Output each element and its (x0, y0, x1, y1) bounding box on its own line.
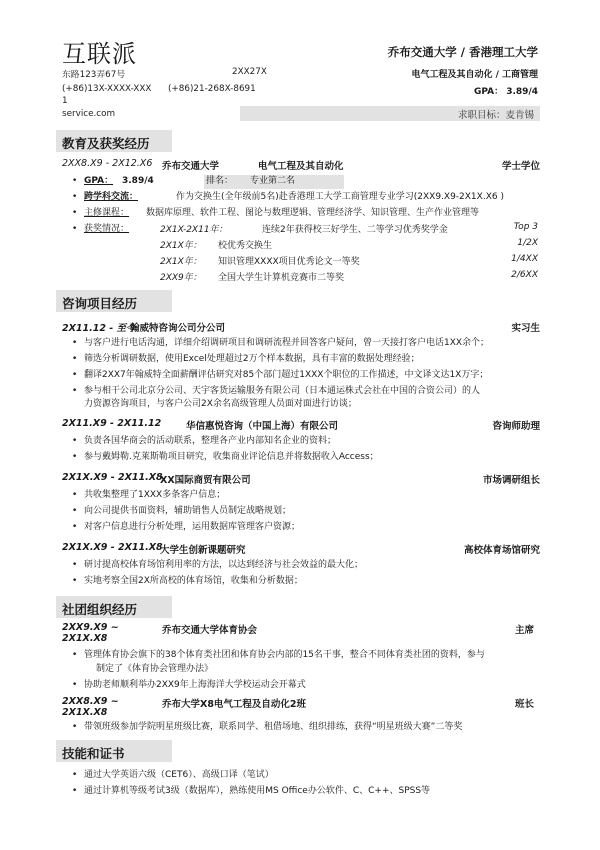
list-item: • 协助老师顺利举办2XX9年上海海洋大学校运动会开幕式 (84, 678, 540, 693)
courses-label: 主修课程： (84, 208, 130, 218)
gpa-label: GPA： (84, 176, 114, 186)
award-text: 知识管理XXXX项目优秀论文一等奖 (218, 257, 360, 267)
entry-org: 大学生创新课题研究 (160, 545, 246, 556)
award-text: 校优秀交换生 (218, 241, 273, 251)
consulting-entry (62, 418, 540, 432)
list-item: • 与客户进行电话沟通，详细介绍调研项目和调研流程并回答客户疑问，曾一天接打客户电话1XX余个； (84, 336, 540, 351)
club-entry (62, 622, 540, 636)
entry-date-start: 2XX9.X9 ~ (62, 622, 119, 633)
entry-date: 2X1X.X9 - 2X11.X8 (62, 472, 163, 483)
email[interactable]: service.com (62, 109, 116, 119)
rank-label: 排名： (206, 176, 234, 186)
objective-bar (240, 106, 540, 121)
phone-mobile: (+86)13X-XXXX-XXX (62, 84, 152, 94)
entry-org: 翰威特咨询公司分公司 (130, 323, 226, 334)
education-entry (62, 158, 540, 172)
list-item: • 向公司提供书面资料，辅助销售人员制定战略规划； (84, 504, 540, 519)
award-rank: Top 3 (513, 222, 538, 232)
exchange-row (84, 190, 540, 205)
list-item: • 参与相干公司北京分公司、天宇客货运输服务有限公司（日本通运株式会社在中国的合资公司）的人 (84, 384, 540, 399)
entry-role: 高校体育场馆研究 (463, 545, 540, 556)
phone-landline-tail: 1 (62, 96, 68, 106)
entry-date-end: 2X1X.X8 (62, 707, 108, 718)
phone-landline: (+86)21-268X-8691 (168, 84, 256, 94)
list-item: • 共收集整理了1XXX多条客户信息； (84, 488, 540, 503)
section-consulting (56, 290, 172, 312)
list-item: • 翻译2XX7年翰威特全面薪酬评估研究对85个部门超过1XXX个职位的工作描述，中文译文达1X万字； (84, 368, 540, 383)
entry-org: 乔布交通大学体育协会 (162, 625, 258, 636)
section-clubs (56, 596, 172, 618)
consulting-entry (62, 472, 540, 486)
club-entry (62, 696, 540, 710)
rank-value: 专业第二名 (250, 176, 296, 186)
exchange-label: 跨学科交流： (84, 192, 139, 202)
entry-role: 市场调研组长 (482, 475, 540, 486)
education-degree: 学士学位 (501, 161, 540, 172)
gpa-row (84, 174, 540, 189)
entry-org: 华信惠悦咨询（中国上海）有限公司 (186, 421, 339, 432)
list-item: • 实地考察全国2X所高校的体育场馆，收集和分析数据； (84, 574, 540, 589)
section-education (56, 130, 172, 152)
consulting-entry (62, 542, 540, 556)
entry-org: 乔布大学X8电气工程及自动化2班 (162, 699, 307, 710)
list-item: • 通过计算机等级考试3级（数据库），熟练使用MS Office办公软件、C、C++、SPSS等 (84, 784, 540, 799)
entry-date: 2X1X.X9 - 2X11.X8 (62, 542, 163, 553)
award-date: 2XX9年： (160, 273, 202, 283)
entry-role: 实习生 (511, 323, 540, 334)
award-rank: 2/6XX (511, 270, 538, 280)
exchange-text: 作为交换生(全年级前5名)赴香港理工大学工商管理专业学习(2XX9.X9-2X1X.X6 ) (176, 192, 504, 202)
entry-date: 2X11.12 - 至今 (62, 323, 136, 334)
list-item: • 管理体育协会旗下的38个体育类社团和体育协会内部的15名干事，整合不同体育类社团的资料，参与 (84, 648, 540, 663)
entry-date-end: 2X1X.X8 (62, 633, 108, 644)
list-item-continuation: 力资源咨询项目，与客户公司2X余名高级管理人员面对面进行访谈； (84, 399, 357, 409)
entry-role: 咨询师助理 (492, 421, 540, 432)
entry-org: XX国际商贸有限公司 (160, 475, 251, 486)
list-item: • 对客户信息进行分析处理，运用数据库管理客户资源； (84, 520, 540, 535)
consulting-entry (62, 320, 540, 334)
courses-row (84, 206, 540, 221)
section-skills (56, 740, 172, 762)
award-date: 2X1X年： (160, 257, 202, 267)
address: 东路123弄67号 (62, 70, 126, 80)
section-skills-title: 技能和证书 (62, 746, 125, 761)
postcode: 2XX27X (232, 67, 267, 77)
list-item: • 带领班级参加学院明星班级比赛，联系同学、租借场地、组织排练，获得“明星班级大赛”二等奖 (84, 720, 540, 735)
list-item-continuation: 制定了《体育协会管理办法》 (96, 664, 214, 674)
section-consulting-title: 咨询项目经历 (62, 296, 138, 311)
header-gpa-line: GPA： 3.89/4 (473, 87, 538, 97)
award-text: 全国大学生计算机竞赛市二等奖 (218, 273, 345, 283)
objective: 求职目标：麦肯锡 (457, 110, 534, 121)
award-date: 2X1X-2X11年： (160, 225, 228, 235)
header-major-line: 电气工程及其自动化 / 工商管理 (411, 70, 538, 80)
award-rank: 1/4XX (511, 254, 538, 264)
education-major: 电气工程及其自动化 (258, 161, 344, 172)
awards-label: 获奖情况： (84, 224, 130, 234)
list-item: • 通过大学英语六级（CET6）、高级口译（笔试） (84, 768, 540, 783)
list-item: • 负责各国华商会的活动联系，整理各产业内部知名企业的资料； (84, 434, 540, 449)
section-education-title: 教育及获奖经历 (62, 136, 150, 151)
list-item: • 研讨提高校体育场馆利用率的方法，以达到经济与社会效益的最大化； (84, 558, 540, 573)
list-item: • 筛选分析调研数据，使用Excel处理超过2万个样本数据，具有丰富的数据处理经验； (84, 352, 540, 367)
entry-role: 班长 (514, 699, 534, 710)
education-school: 乔布交通大学 (162, 161, 220, 172)
gpa-value: 3.89/4 (122, 176, 154, 186)
header-school-line: 乔布交通大学 / 香港理工大学 (387, 45, 538, 59)
section-clubs-title: 社团组织经历 (62, 602, 138, 617)
education-date: 2XX8.X9 - 2X12.X6 (62, 158, 153, 169)
entry-date: 2X11.X9 - 2X11.12 (62, 418, 162, 429)
entry-role: 主席 (514, 625, 534, 636)
award-date: 2X1X年： (160, 241, 202, 251)
entry-date-start: 2XX8.X9 ~ (62, 696, 119, 707)
candidate-name: 互联派 (62, 40, 137, 68)
award-text: 连续2年获得校三好学生、二等学习优秀奖学金 (262, 225, 448, 235)
award-rank: 1/2X (517, 238, 538, 248)
courses-text: 数据库原理、软件工程、图论与数理逻辑、管理经济学、知识管理、生产作业管理等 (146, 208, 480, 218)
list-item: • 参与戴姆勒.克莱斯勒项目研究，收集商业评论信息并将数据收入Access； (84, 450, 540, 465)
